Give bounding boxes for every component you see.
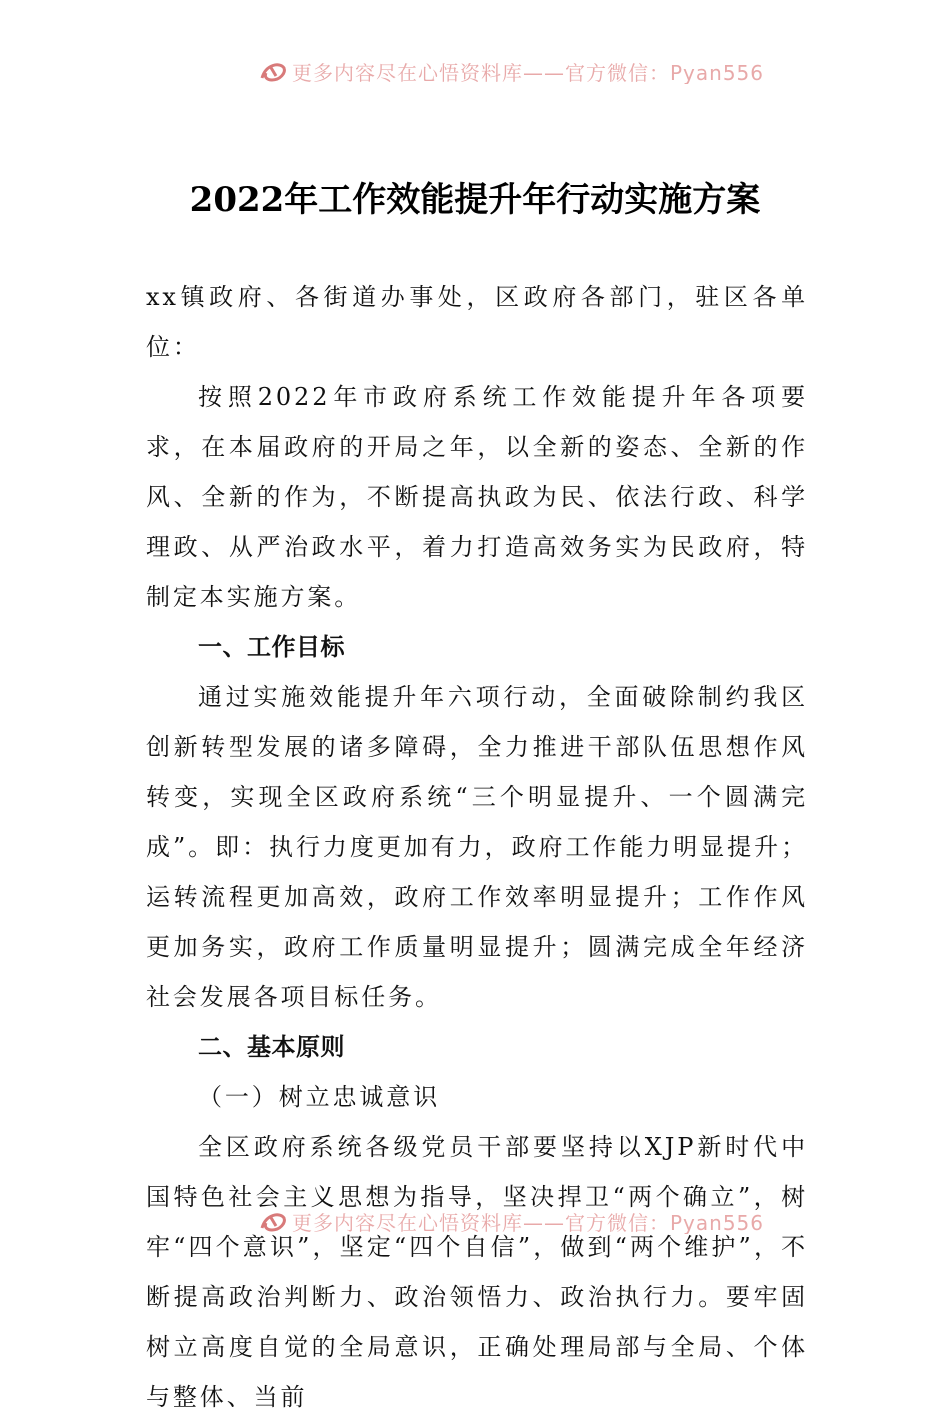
watermark-text: 更多内容尽在心悟资料库——官方微信：Pyan556	[292, 60, 765, 84]
section-heading-principles: 二、基本原则	[198, 1033, 345, 1061]
intro-paragraph: 按照2022年市政府系统工作效能提升年各项要求，在本届政府的开局之年，以全新的姿态、全新的作风、全新的作为，不断提高执政为民、依法行政、科学理政、从严治政水平，着力打造高效务实为民政府，特制定本实施方案。	[146, 383, 808, 611]
goals-paragraph: 通过实施效能提升年六项行动，全面破除制约我区创新转型发展的诸多障碍，全力推进干部队伍思想作风转变，实现全区政府系统“三个明显提升、一个圆满完成”。即：执行力度更加有力，政府工作能力明显提升；运转流程更加高效，政府工作效率明显提升；工作作风更加务实，政府工作质量明显提升；圆满完成全年经济社会发展各项目标任务。	[146, 683, 808, 1011]
watermark-header	[258, 58, 764, 84]
loyalty-paragraph: 全区政府系统各级党员干部要坚持以XJP新时代中国特色社会主义思想为指导，坚决捍卫“两个确立”，树牢“四个意识”，坚定“四个自信”，做到“两个维护”，不断提高政治判断力、政治领悟力、政治执行力。要牢固树立高度自觉的全局意识，正确处理局部与全局、个体与整体、当前	[146, 1133, 808, 1411]
section-heading-goals: 一、工作目标	[198, 633, 345, 661]
watermark-logo-icon	[258, 1208, 288, 1234]
subsection-heading-loyalty: （一）树立忠诚意识	[198, 1083, 441, 1111]
document-body	[146, 272, 808, 1422]
salutation: xx镇政府、各街道办事处，区政府各部门，驻区各单位：	[146, 283, 808, 361]
watermark-text: 更多内容尽在心悟资料库——官方微信：Pyan556	[292, 1210, 765, 1234]
watermark-footer	[258, 1208, 764, 1234]
document-title: 2022年工作效能提升年行动实施方案	[189, 180, 761, 220]
watermark-logo-icon	[258, 58, 288, 84]
